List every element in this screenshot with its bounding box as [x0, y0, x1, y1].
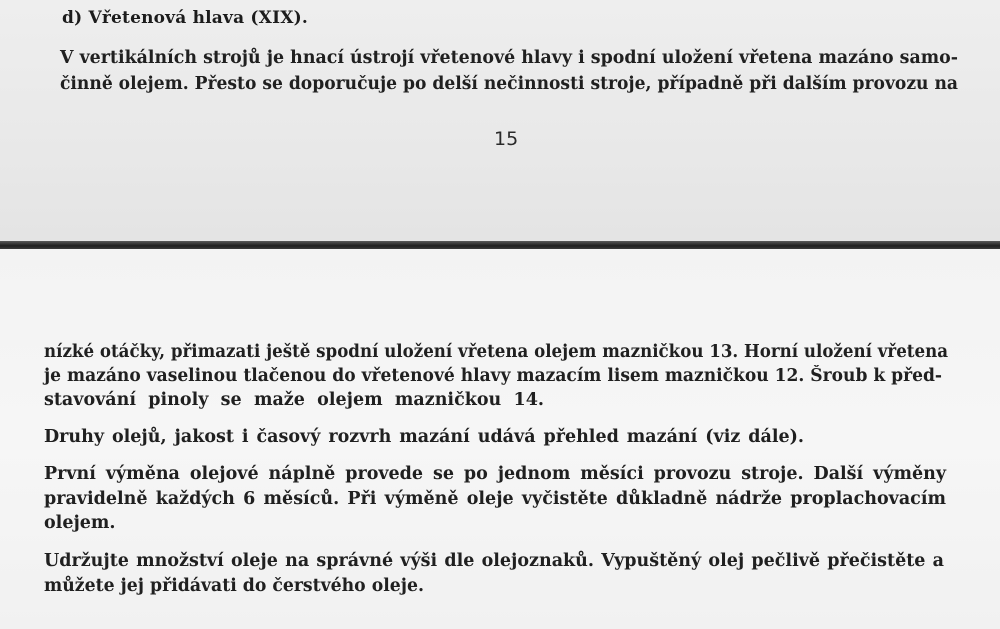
page-number: 15 [494, 128, 519, 150]
bottom-page-scan [0, 249, 1000, 629]
section-heading: d) Vřetenová hlava (XIX). [62, 8, 308, 28]
text-line: stavování pinoly se maže olejem mazničkou 14. [44, 390, 544, 410]
text-line: můžete jej přidávati do čerstvého oleje. [44, 576, 424, 596]
text-line: nízké otáčky, přimazati ještě spodní uložení vřetena olejem mazničkou 13. Horní uložení vřetena [44, 342, 948, 362]
top-page-scan [0, 0, 1000, 241]
text-line: V vertikálních strojů je hnací ústrojí vřetenové hlavy i spodní uložení vřetena mazáno samo- [60, 48, 958, 68]
text-line: Udržujte množství oleje na správné výši dle olejoznaků. Vypuštěný olej pečlivě přečistěte a [44, 551, 944, 571]
text-line: olejem. [44, 513, 116, 533]
text-line: činně olejem. Přesto se doporučuje po delší nečinnosti stroje, případně při dalším provozu na [60, 74, 958, 94]
text-line: Druhy olejů, jakost i časový rozvrh mazání udává přehled mazání (viz dále). [44, 427, 804, 447]
text-line: je mazáno vaselinou tlačenou do vřetenové hlavy mazacím lisem mazničkou 12. Šroub k před- [44, 366, 942, 386]
text-line: pravidelně každých 6 měsíců. Při výměně oleje vyčistěte důkladně nádrže proplachovacím [44, 489, 946, 509]
page-divider [0, 241, 1000, 249]
text-line: První výměna olejové náplně provede se po jednom měsíci provozu stroje. Další výměny [44, 464, 946, 484]
